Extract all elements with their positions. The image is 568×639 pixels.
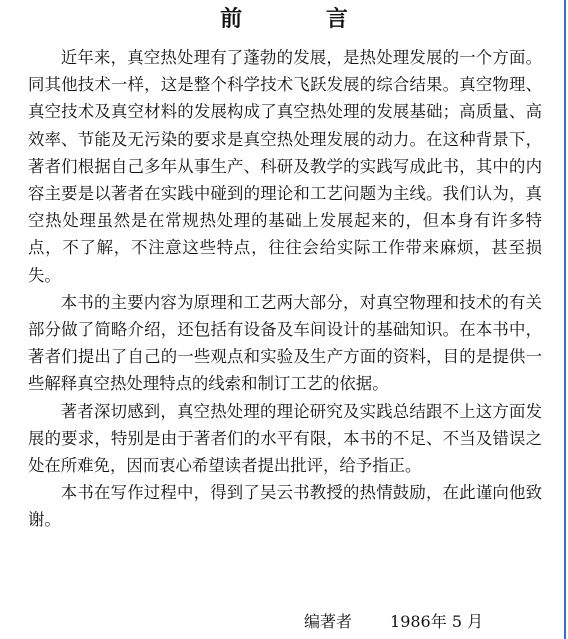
scan-edge-line	[564, 0, 566, 639]
page-title: 前 言	[220, 6, 386, 32]
paragraph-2: 本书的主要内容为原理和工艺两大部分，对真空物理和技术的有关部分做了简略介绍，还包括有设备及车间设计的基础知识。在本书中，著者们提出了自己的一些观点和实验及生产方面的资料，目的是提供一些解释真空热处理特点的线索和制订工艺的依据。	[28, 292, 542, 394]
signature-date: 1986年 5 月	[390, 612, 484, 631]
paragraph-1: 近年来，真空热处理有了蓬勃的发展，是热处理发展的一个方面。同其他技术一样，这是整个科学技术飞跃发展的综合结果。真空物理、真空技术及真空材料的发展构成了真空热处理的发展基础；高质量、高效率、节能及无污染的要求是真空热处理发展的动力。在这种背景下，著者们根据自己多年从事生产、科研及教学的实践写成此书，其中的内容主要是以著者在实践中碰到的理论和工艺问题为主线。我们认为，真空热处理虽然是在常规热处理的基础上发展起来的，但本身有许多特点，不了解，不注意这些特点，往往会给实际工作带来麻烦，甚至损失。	[28, 48, 542, 285]
signature-author: 编著者	[304, 612, 353, 631]
paragraph-4: 本书在写作过程中，得到了吴云书教授的热情鼓励，在此谨向他致谢。	[28, 483, 542, 530]
preface-body	[28, 44, 542, 534]
signature-line	[304, 612, 483, 632]
paragraph-3: 著者深切感到，真空热处理的理论研究及实践总结跟不上这方面发展的要求，特别是由于著者们的水平有限，本书的不足、不当及错误之处在所难免，因而衷心希望读者提出批评，给予指正。	[28, 401, 542, 476]
